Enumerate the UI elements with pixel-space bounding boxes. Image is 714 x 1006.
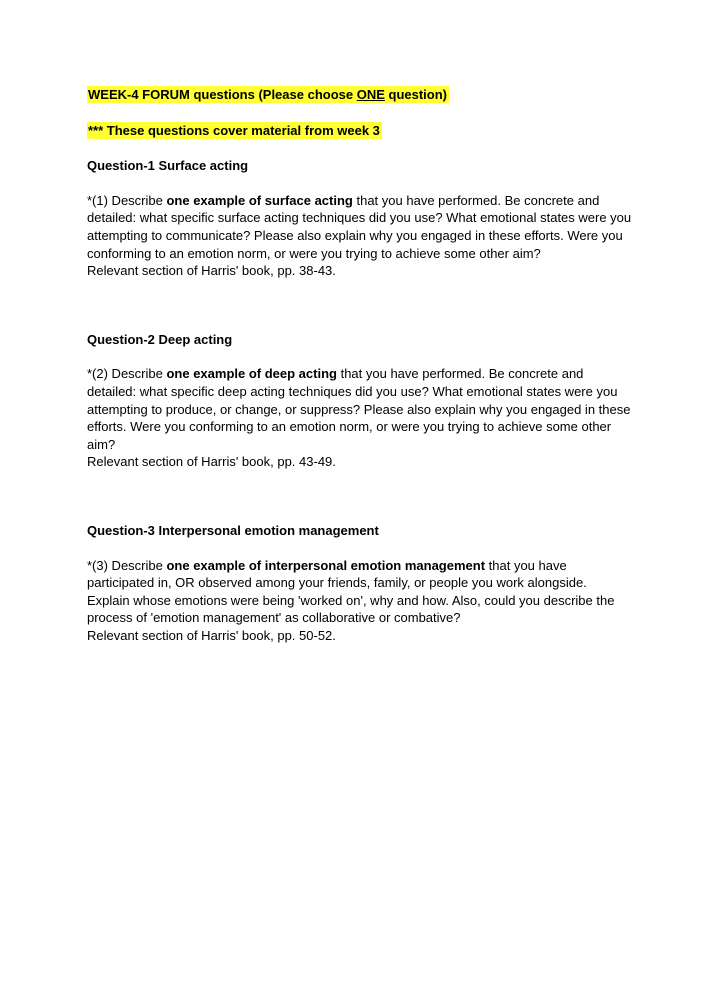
question-2-prompt-bold: one example of deep acting xyxy=(166,366,337,382)
forum-heading-suffix: question) xyxy=(384,87,447,102)
spacer xyxy=(87,540,632,557)
coverage-note-highlight: *** These questions cover material from week 3 xyxy=(88,122,380,138)
question-2-prompt-lead: *(2) Describe xyxy=(87,366,167,382)
spacer xyxy=(87,175,632,192)
spacer xyxy=(87,348,632,365)
spacer xyxy=(87,104,632,122)
question-3-prompt-rest: that you have participated in, OR observed among your friends, family, or people you work alongside. Explain whose emotions were being 'worked on', why and how. Also, could you describe the process of 'emotion management' as collaborative or combative? xyxy=(87,557,615,626)
question-1 xyxy=(87,157,632,280)
question-2-title: Question-2 Deep acting xyxy=(87,331,233,347)
forum-heading-highlight xyxy=(87,86,449,103)
spacer xyxy=(87,280,632,331)
question-3-prompt-bold: one example of interpersonal emotion management xyxy=(166,557,486,573)
spacer xyxy=(87,139,632,157)
question-1-title: Question-1 Surface acting xyxy=(87,158,249,174)
question-2-prompt-rest: that you have performed. Be concrete and detailed: what specific deep acting techniques did you use? What emotional states were you attempting to produce, or change, or suppress? Please also explain why you engaged in these efforts. Were you conforming to an emotion norm, or were you trying to achieve some other aim? xyxy=(87,366,631,452)
forum-heading-emphasis: ONE xyxy=(356,87,385,102)
question-3-title: Question-3 Interpersonal emotion management xyxy=(87,522,379,538)
spacer xyxy=(87,471,632,522)
question-3-reference: Relevant section of Harris' book, pp. 50-52. xyxy=(87,627,336,643)
document-page xyxy=(87,86,632,644)
question-1-prompt-bold: one example of surface acting xyxy=(166,192,353,208)
forum-heading-prefix: WEEK-4 FORUM questions (Please choose xyxy=(88,87,357,102)
question-3-prompt-lead: *(3) Describe xyxy=(87,557,167,573)
coverage-note xyxy=(87,122,632,140)
question-1-prompt-rest: that you have performed. Be concrete and detailed: what specific surface acting techniques did you use? What emotional states were you attempting to communicate? Please also explain why you engaged in these efforts. Were you conforming to an emotion norm, or were you trying to achieve some other aim? xyxy=(87,192,632,261)
question-3 xyxy=(87,522,632,645)
question-2 xyxy=(87,331,632,471)
question-2-prompt xyxy=(87,365,632,453)
question-3-prompt xyxy=(87,557,632,627)
question-1-reference: Relevant section of Harris' book, pp. 38-43. xyxy=(87,263,336,279)
question-1-prompt xyxy=(87,192,632,262)
forum-heading xyxy=(87,86,632,104)
question-2-reference: Relevant section of Harris' book, pp. 43-49. xyxy=(87,454,336,470)
question-1-prompt-lead: *(1) Describe xyxy=(87,192,167,208)
